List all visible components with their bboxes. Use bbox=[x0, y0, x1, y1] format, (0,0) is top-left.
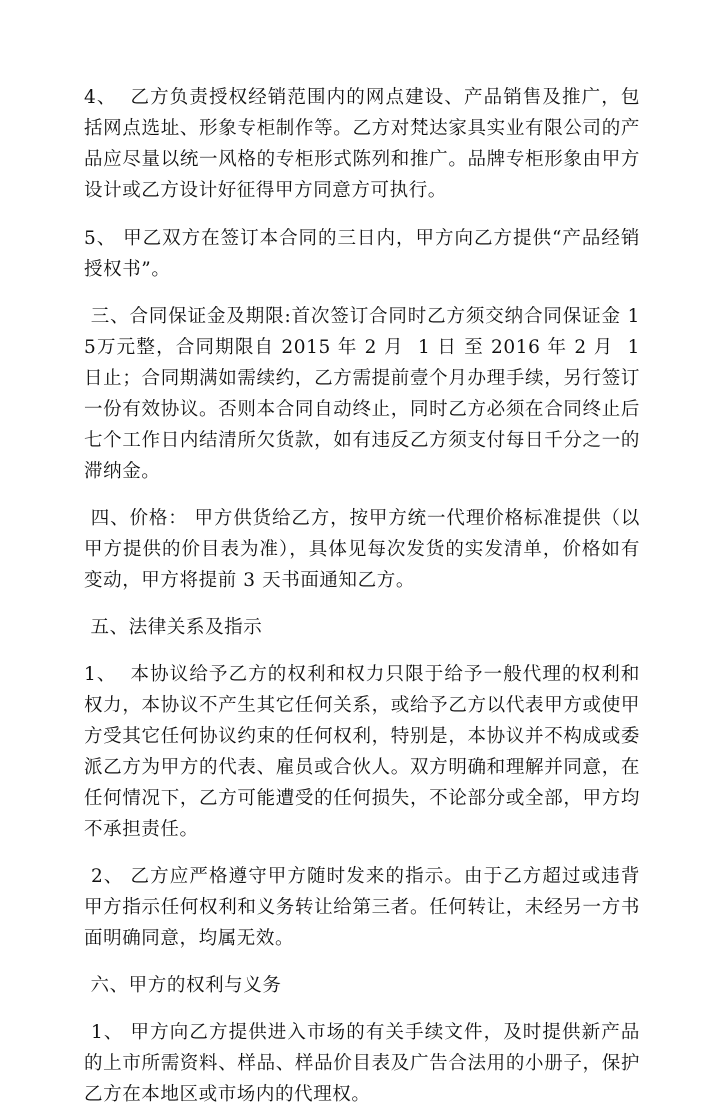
document-body bbox=[84, 82, 647, 1110]
section-6-clause-1: 1、 甲方向乙方提供进入市场的有关手续文件，及时提供新产品的上市所需资料、样品、样品价目表及广告合法用的小册子，保护乙方在本地区或市场内的代理权。 bbox=[84, 1022, 640, 1105]
section-6-heading: 六、甲方的权利与义务 bbox=[84, 975, 282, 996]
clause-4-network-construction: 4、 乙方负责授权经销范围内的网点建设、产品销售及推广，包括网点选址、形象专柜制作等。乙方对梵达家具实业有限公司的产品应尽量以统一风格的专柜形式陈列和推广。品牌专柜形象由甲方设计或乙方设计好征得甲方同意方可执行。 bbox=[84, 87, 640, 201]
section-4-price: 四、价格： 甲方供货给乙方，按甲方统一代理价格标准提供（以甲方提供的价目表为准），具体见每次发货的实发清单，价格如有变动，甲方将提前 3 天书面通知乙方。 bbox=[84, 508, 640, 591]
section-5-clause-2: 2、 乙方应严格遵守甲方随时发来的指示。由于乙方超过或违背甲方指示任何权利和义务转让给第三者。任何转让，未经另一方书面明确同意，均属无效。 bbox=[84, 866, 640, 949]
section-5-clause-1: 1、 本协议给予乙方的权利和权力只限于给予一般代理的权利和权力，本协议不产生其它任何关系，或给予乙方以代表甲方或使甲方受其它任何协议约束的任何权利，特别是，本协议并不构成或委派乙方为甲方的代表、雇员或合伙人。双方明确和理解并同意，在任何情况下，乙方可能遭受的任何损失，不论部分或全部，甲方均不承担责任。 bbox=[84, 664, 640, 840]
section-3-deposit-and-term: 三、合同保证金及期限:首次签订合同时乙方须交纳合同保证金 15万元整，合同期限自 2015 年 2 月 1 日 至 2016 年 2 月 1 日止；合同期满如需续约，乙方需提前壹个月办理手续，另行签订一份有效协议。否则本合同自动终止，同时乙方必须在合同终止后七个工作日内结清所欠货款，如有违反乙方须支付每日千分之一的滞纳金。 bbox=[84, 306, 647, 482]
clause-5-authorization-letter: 5、 甲乙双方在签订本合同的三日内，甲方向乙方提供“产品经销授权书”。 bbox=[84, 228, 640, 280]
section-5-heading: 五、法律关系及指示 bbox=[84, 617, 263, 638]
